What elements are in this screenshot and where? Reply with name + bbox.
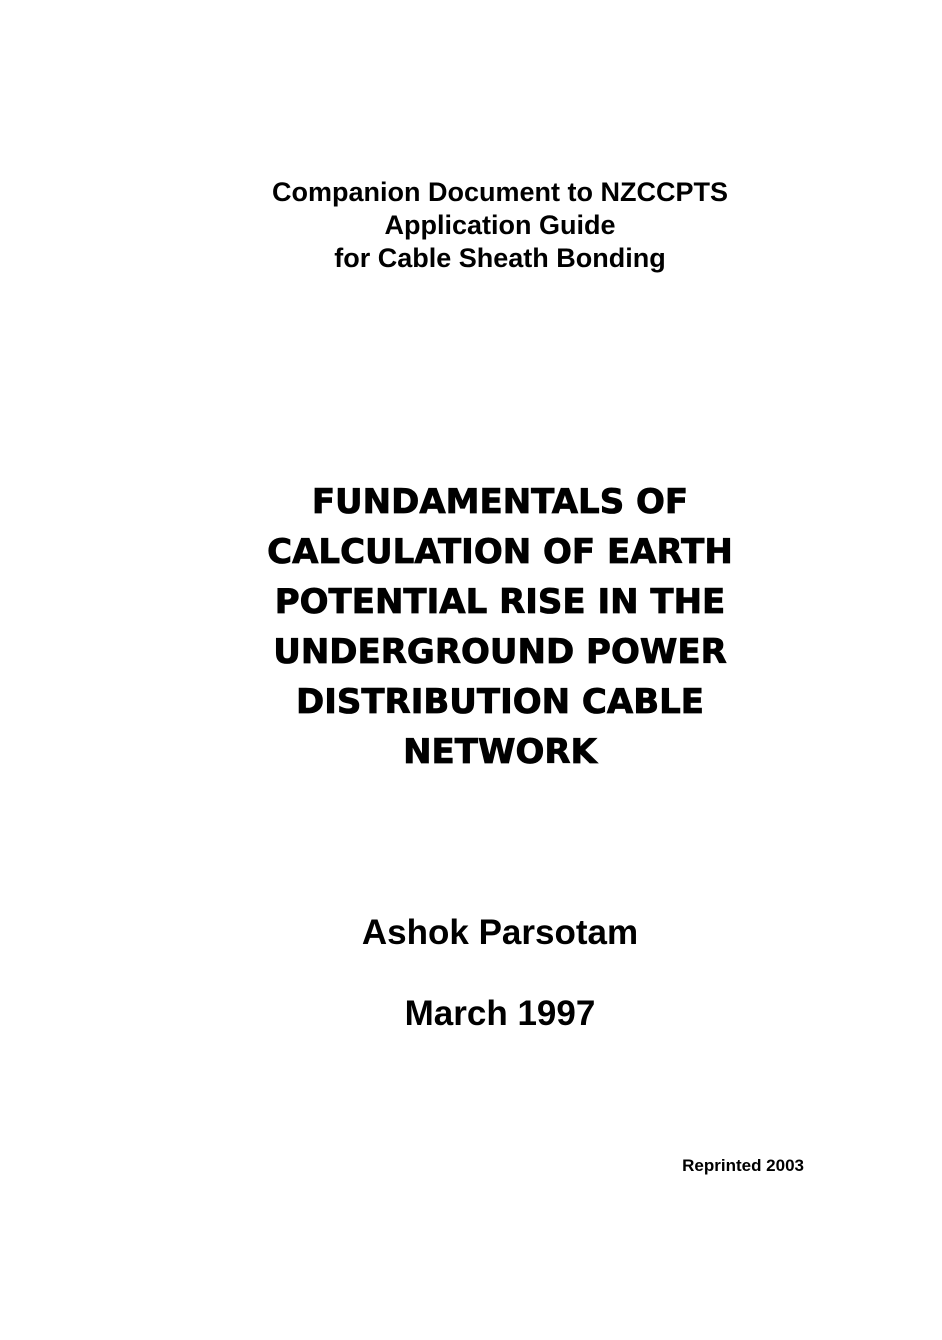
title-line: CALCULATION OF EARTH	[267, 532, 733, 572]
title-line: NETWORK	[403, 732, 597, 772]
publication-date: March 1997	[404, 994, 596, 1033]
document-title	[0, 477, 942, 777]
title-line: UNDERGROUND POWER	[273, 632, 727, 672]
title-line: POTENTIAL RISE IN THE	[274, 582, 726, 622]
companion-heading	[0, 176, 942, 275]
companion-line: Companion Document to NZCCPTS	[272, 177, 728, 207]
companion-line: Application Guide	[384, 210, 616, 240]
reprint-note: Reprinted 2003	[682, 1156, 804, 1175]
title-line: DISTRIBUTION CABLE	[295, 682, 705, 722]
title-line: FUNDAMENTALS OF	[311, 482, 689, 522]
author-name: Ashok Parsotam	[361, 913, 639, 952]
companion-line: for Cable Sheath Bonding	[334, 243, 666, 273]
